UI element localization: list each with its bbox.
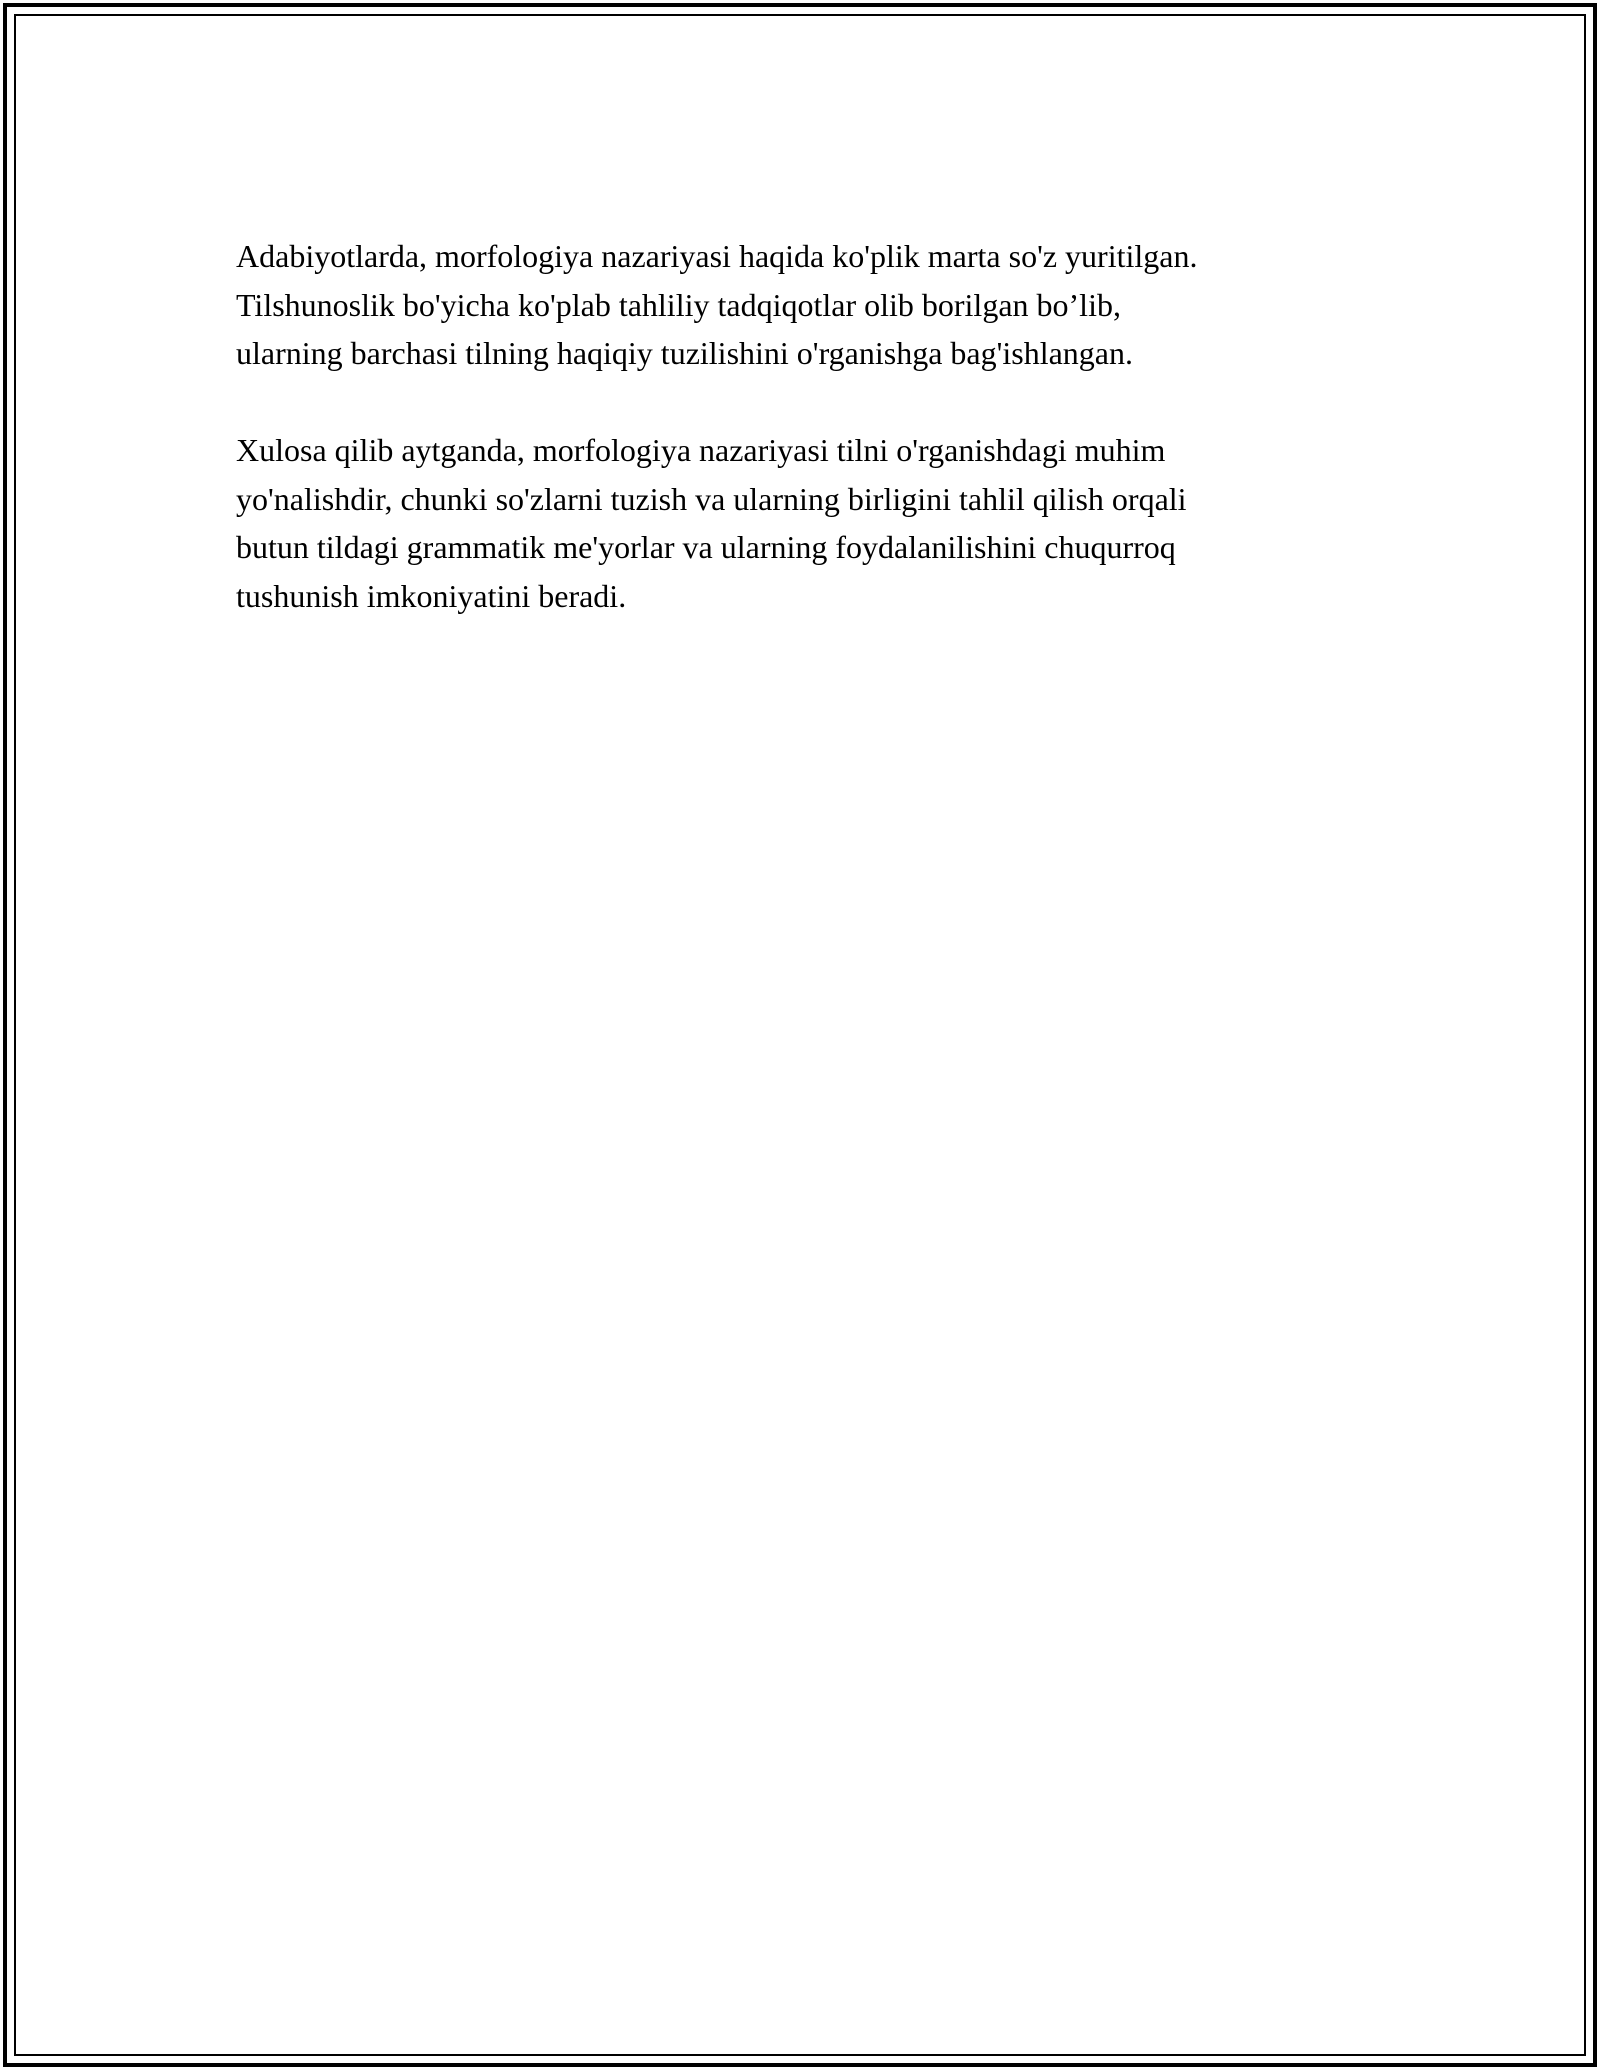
paragraph-line: ularning barchasi tilning haqiqiy tuzilishini o'rganishga bag'ishlangan.: [236, 335, 1133, 371]
paragraph-2: [236, 426, 1386, 620]
paragraph-line: tushunish imkoniyatini beradi.: [236, 577, 627, 614]
paragraph-line: butun tildagi grammatik me'yorlar va ularning foydalanilishini chuqurroq: [236, 529, 1176, 565]
paragraph-1: [236, 232, 1386, 378]
paragraph-line: Adabiyotlarda, morfologiya nazariyasi haqida ko'plik marta so'z yuritilgan.: [236, 238, 1198, 274]
paragraph-line: Tilshunoslik bo'yicha ko'plab tahliliy tadqiqotlar olib borilgan bo’lib,: [236, 286, 1121, 323]
document-body: [236, 232, 1386, 620]
paragraph-line: yo'nalishdir, chunki so'zlarni tuzish va ularning birligini tahlil qilish orqali: [236, 480, 1187, 517]
paragraph-line: Xulosa qilib aytganda, morfologiya nazariyasi tilni o'rganishdagi muhim: [236, 432, 1166, 468]
